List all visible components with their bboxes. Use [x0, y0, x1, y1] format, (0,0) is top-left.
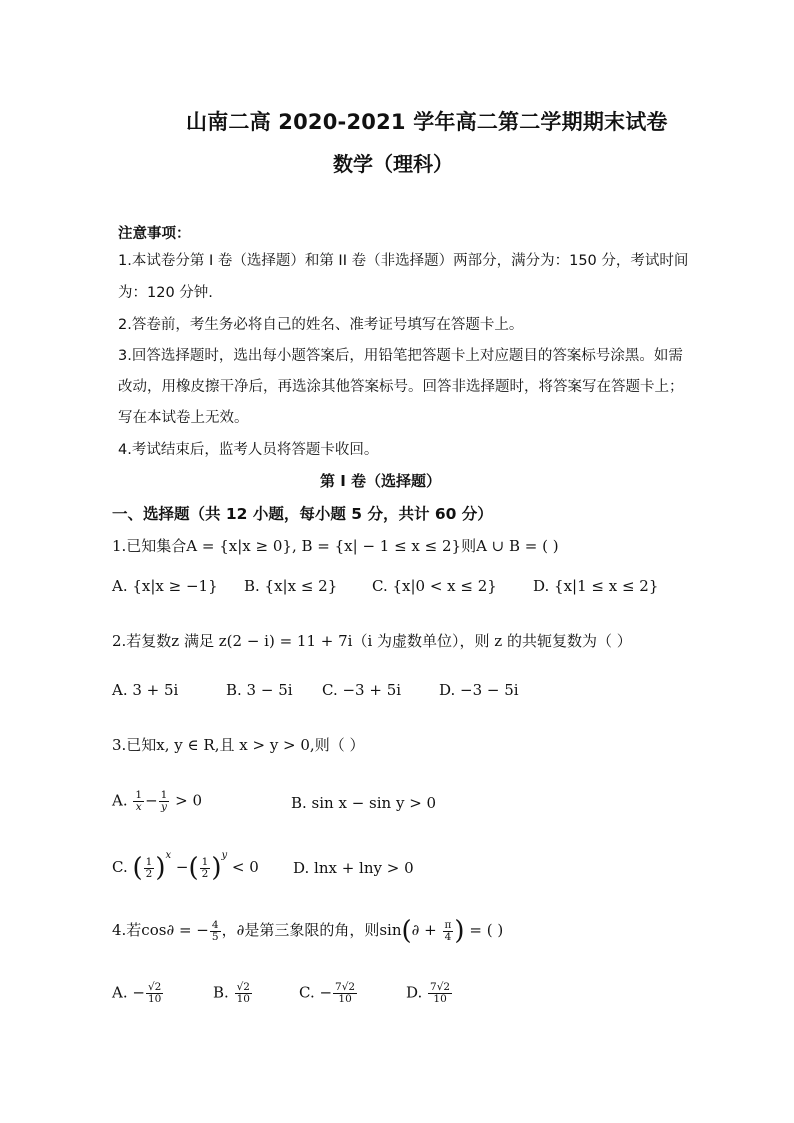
note-1a: 1.本试卷分第 I 卷（选择题）和第 II 卷（非选择题）两部分，满分为：150 分，考试时间 — [118, 253, 689, 269]
q3-c-label: C. — [112, 858, 128, 876]
q4-post: = ( ) — [469, 921, 504, 939]
q3-c-num-1: 1 — [145, 855, 153, 868]
q3-c-fraction-2 — [200, 857, 211, 880]
exam-subtitle: 数学（理科） — [333, 152, 453, 176]
q3-a-den-2: y — [161, 801, 167, 813]
q3-a-fraction-1 — [133, 790, 144, 813]
q4-c-num: 7√2 — [335, 981, 356, 993]
q4-a-fraction — [146, 982, 163, 1005]
q4-option-c — [299, 982, 358, 1005]
note-2: 2.答卷前，考生务必将自己的姓名、准考证号填写在答题卡上。 — [118, 317, 524, 333]
q4-a-den: 10 — [147, 993, 162, 1005]
q4-pi-num: π — [444, 918, 452, 931]
q4-pi-fraction — [443, 920, 454, 943]
q4-option-d — [406, 982, 453, 1005]
note-3c: 写在本试卷上无效。 — [118, 410, 249, 426]
q4-b-fraction — [235, 982, 252, 1005]
notes-heading: 注意事项： — [118, 226, 191, 242]
q1-option-a: A. {x|x ≥ −1} — [112, 577, 218, 595]
q2-option-b: B. 3 − 5i — [226, 681, 293, 699]
q4-b-num: √2 — [236, 981, 250, 993]
q4-option-b — [213, 982, 253, 1005]
q3-option-a: A. $\frac{1}{x}$ − $\frac{1}{y}$ > 0 — [112, 789, 203, 813]
part-title: 第 Ⅰ 卷（选择题） — [320, 472, 442, 490]
q4-c-den: 10 — [338, 993, 352, 1005]
q3-a-rest: > 0 — [175, 791, 203, 810]
question-4-text: 4.若cos∂ = − $\frac{4}{5}$ ，∂是第三象限的角，则sin(∂ + $\frac{\pi}{4}$ ) = ( ) — [112, 916, 504, 946]
q4-d-den: 10 — [433, 993, 447, 1005]
question-3-text: 3.已知x, y ∈ R,且 x > y > 0,则（ ） — [112, 736, 365, 754]
q2-option-d: D. −3 − 5i — [439, 681, 519, 699]
note-1b: 为：120 分钟. — [118, 285, 213, 301]
q3-c-exp-2: y — [221, 850, 228, 861]
q3-option-b: B. sin x − sin y > 0 — [291, 794, 437, 812]
section-heading: 一、选择题（共 12 小题，每小题 5 分，共计 60 分） — [112, 505, 493, 523]
q4-d-label: D. — [406, 983, 423, 1002]
note-4: 4.考试结束后，监考人员将答题卡收回。 — [118, 442, 379, 458]
q3-a-den-1: x — [135, 801, 142, 813]
q3-option-c: C. ( $\frac{1}{2}$ )$^x$ −( $\frac{1}{2}$ )$^y$ < 0 — [112, 850, 259, 883]
q3-c-num-2: 1 — [201, 855, 209, 868]
q4-a-num: √2 — [147, 981, 162, 993]
q3-c-exp-1: x — [165, 850, 172, 861]
q4-option-a — [112, 982, 164, 1005]
q3-a-fraction-2 — [159, 790, 170, 813]
q2-option-a: A. 3 + 5i — [112, 681, 179, 699]
q3-a-label: A. — [112, 791, 128, 810]
q4-b-label: B. — [213, 983, 229, 1002]
q1-option-c: C. {x|0 < x ≤ 2} — [372, 577, 497, 595]
question-1-text: 1.已知集合A = {x|x ≥ 0}, B = {x| − 1 ≤ x ≤ 2}则A ∪ B = ( ) — [112, 537, 559, 555]
q4-c-label: C. − — [299, 983, 333, 1002]
q4-d-num: 7√2 — [430, 981, 451, 993]
q4-c-fraction — [333, 982, 357, 1005]
q4-cos-fraction — [210, 920, 221, 943]
q3-a-num-1: 1 — [135, 789, 143, 801]
q1-option-b: B. {x|x ≤ 2} — [244, 577, 338, 595]
q3-c-fraction-1 — [144, 857, 155, 880]
q4-mid: ，∂是第三象限的角，则sin — [221, 921, 402, 939]
note-3a: 3.回答选择题时，选出每小题答案后，用铅笔把答题卡上对应题目的答案标号涂黑。如需 — [118, 348, 683, 364]
q3-c-rest: < 0 — [231, 858, 259, 876]
q4-cos-den: 5 — [211, 930, 219, 943]
q4-inner: ∂ + — [411, 921, 442, 939]
q4-a-label: A. − — [112, 983, 145, 1002]
q4-pi-den: 4 — [444, 930, 452, 943]
q3-option-d: D. lnx + lny > 0 — [293, 859, 414, 877]
q3-a-num-2: 1 — [160, 789, 168, 801]
q4-d-fraction — [428, 982, 452, 1005]
q4-cos-num: 4 — [211, 918, 219, 931]
note-3b: 改动，用橡皮擦干净后，再选涂其他答案标号。回答非选择题时，将答案写在答题卡上； — [118, 379, 684, 395]
q3-c-den-2: 2 — [201, 867, 209, 880]
q4-b-den: 10 — [236, 993, 250, 1005]
q3-c-den-1: 2 — [145, 867, 153, 880]
q1-option-d: D. {x|1 ≤ x ≤ 2} — [533, 577, 659, 595]
question-2-text: 2.若复数z 满足 z(2 − i) = 11 + 7i（i 为虚数单位），则 z 的共轭复数为（ ） — [112, 632, 632, 650]
q2-option-c: C. −3 + 5i — [322, 681, 402, 699]
q4-pre: 4.若cos∂ = − — [112, 921, 209, 939]
exam-title: 山南二高 2020-2021 学年高二第二学期期末试卷 — [186, 110, 668, 134]
